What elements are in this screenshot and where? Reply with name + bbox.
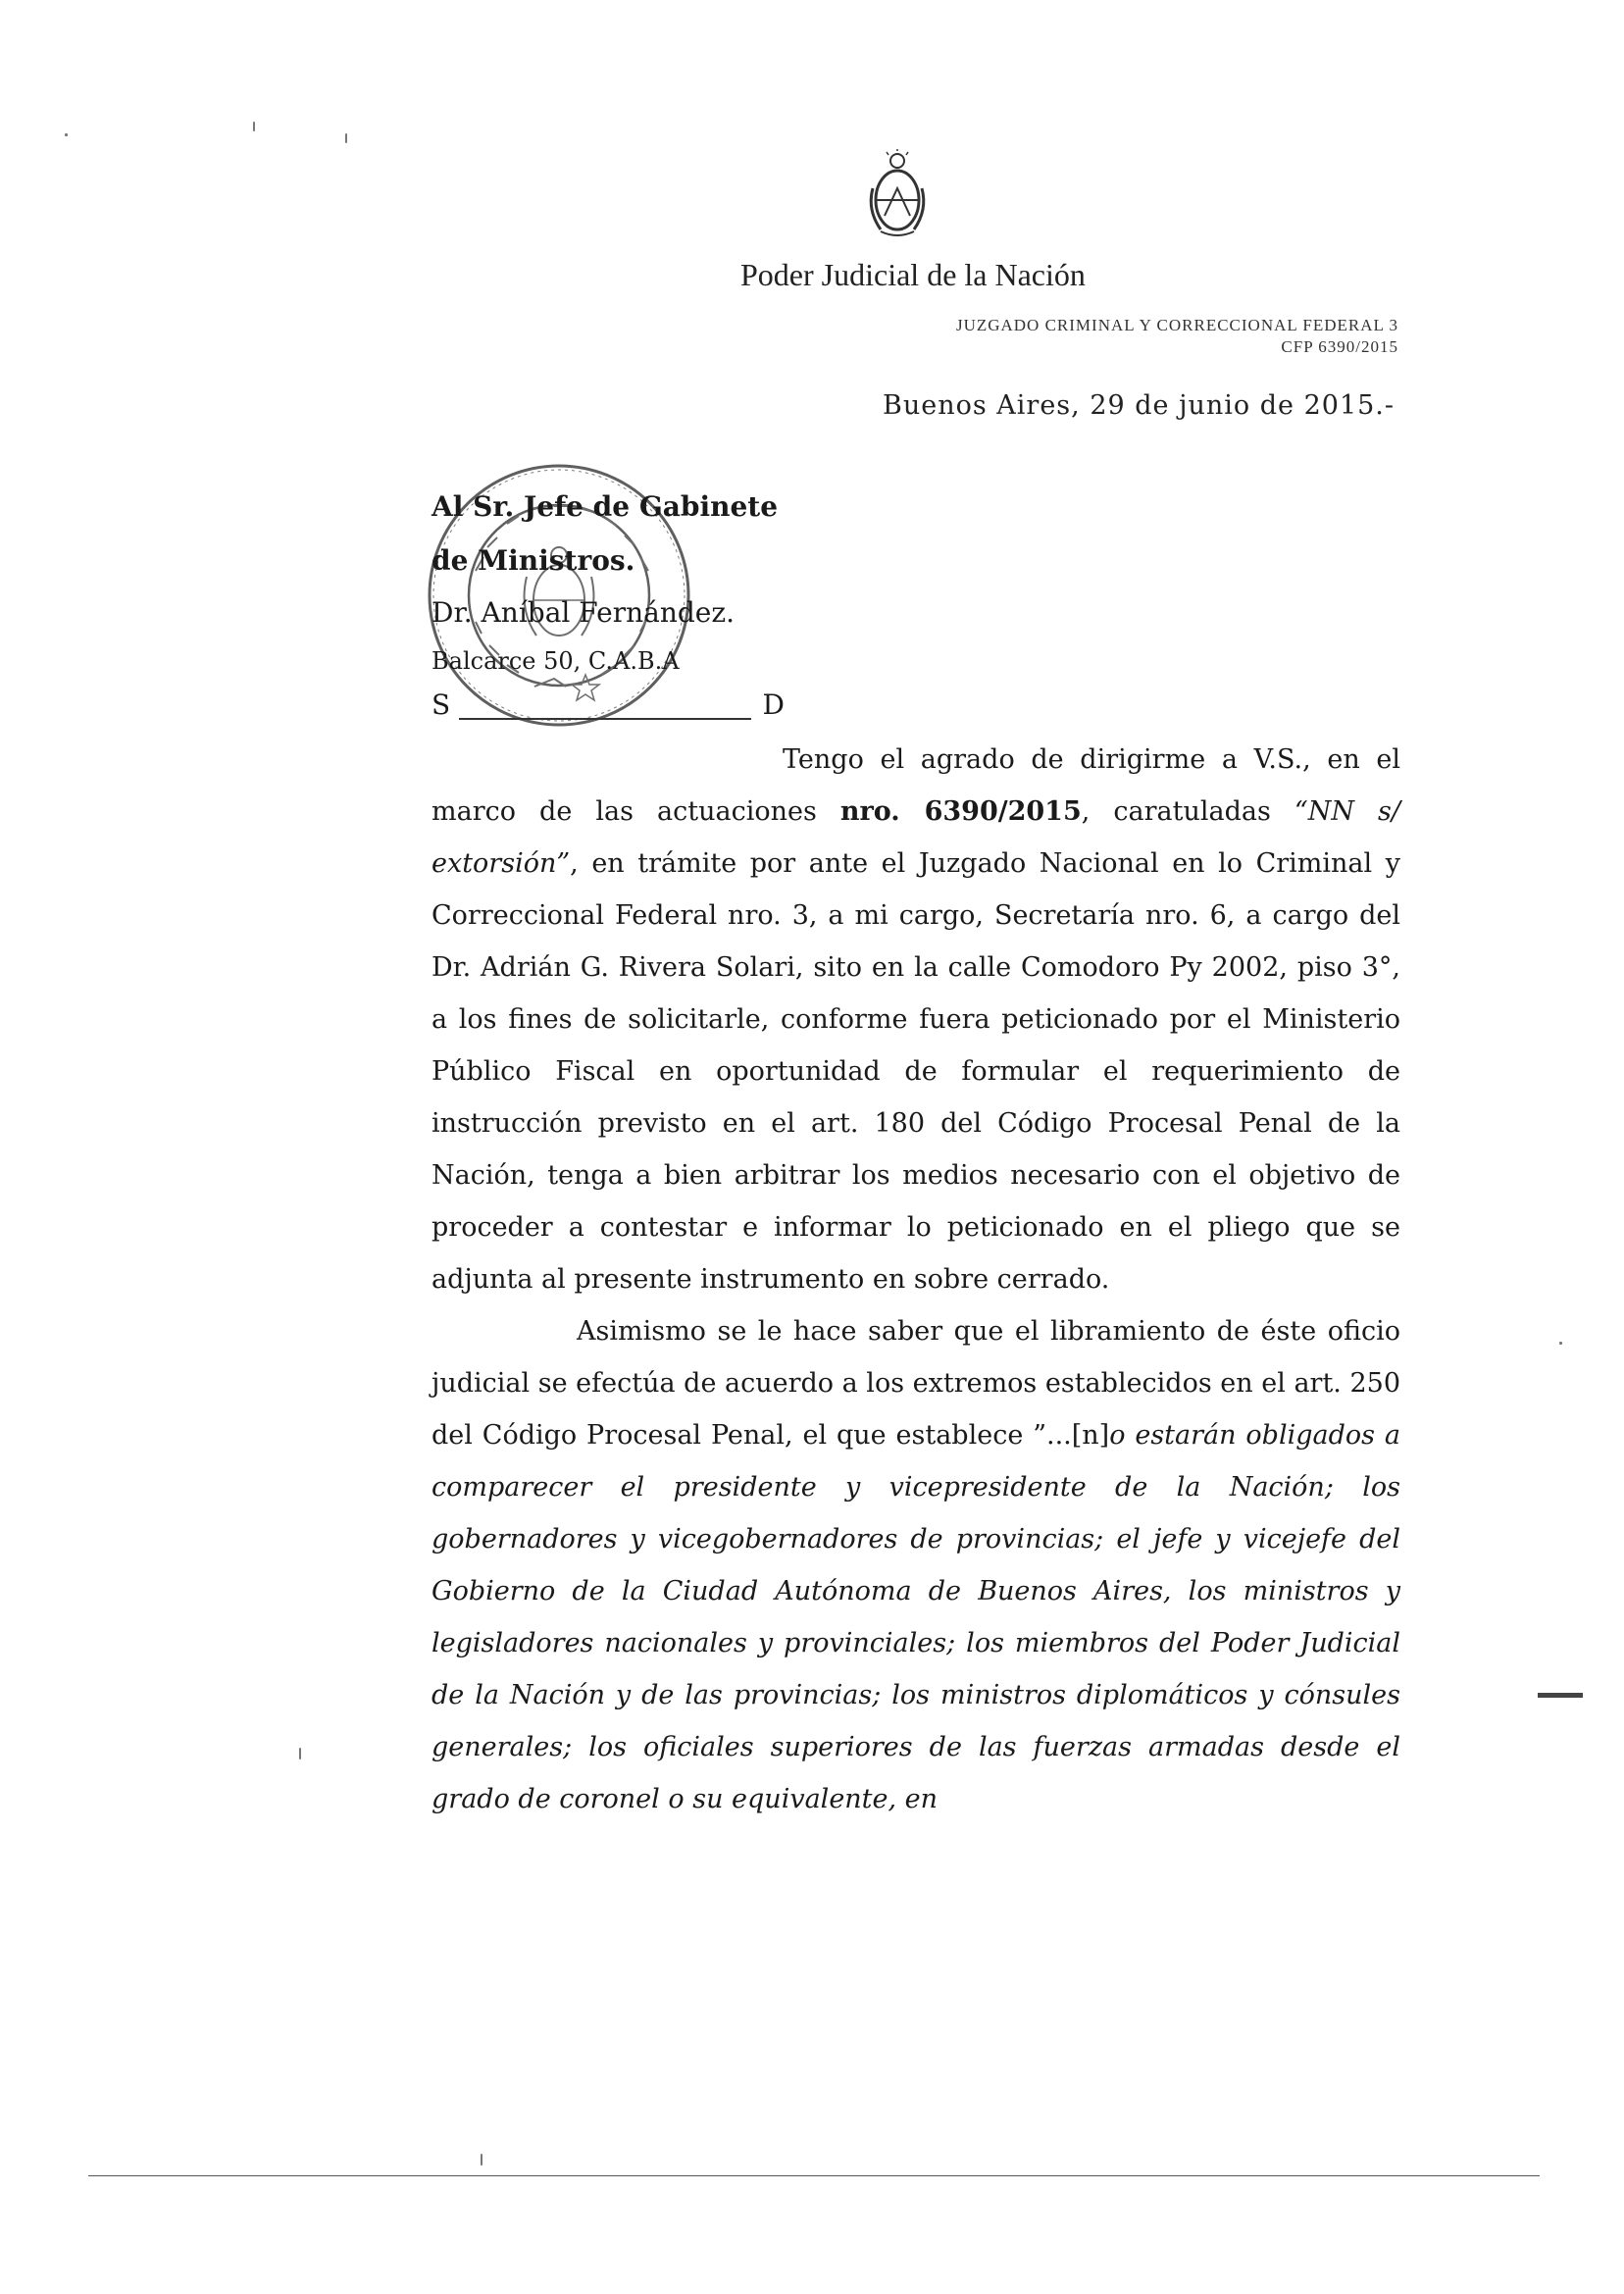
case-reference: CFP 6390/2015 <box>1281 337 1398 356</box>
organization-name: Poder Judicial de la Nación <box>740 257 1086 292</box>
p2-text-a: Asimismo se le hace saber que el libramiento de éste oficio judicial se efectúa de acuerdo a los extremos establecidos en el art. 250 del Código Procesal Penal, el que establece ”...[n] <box>431 1316 1400 1451</box>
s-label: S <box>431 688 451 721</box>
scan-speck <box>253 122 255 131</box>
p1-text-c: , caratuladas <box>1081 796 1294 827</box>
addressee-salutation-line <box>431 688 785 728</box>
court-name: JUZGADO CRIMINAL Y CORRECCIONAL FEDERAL 3 <box>955 316 1398 334</box>
addressee-line-4: Balcarce 50, C.A.B.A <box>431 647 680 675</box>
body-paragraph-1 <box>431 734 1400 1305</box>
date-line: Buenos Aires, 29 de junio de 2015.- <box>883 390 1396 421</box>
scan-edge-mark <box>1538 1693 1583 1698</box>
p1-text-e: , en trámite por ante el Juzgado Nacional en lo Criminal y Correccional Federal nro. 3, a mi cargo, Secretaría nro. 6, a cargo del Dr. Adrián G. Rivera Solari, sito en la calle Comodoro Py 2002, piso 3°, a los fines de solicitarle, conforme fuera peticionado por el Ministerio Público Fiscal en oportunidad de formular el requerimiento de instrucción previsto en el art. 180 del Código Procesal Penal de la Nación, tenga a bien arbitrar los medios necesario con el objetivo de proceder a contestar e informar lo peticionado en el pliego que se adjunta al presente instrumento en sobre cerrado. <box>431 848 1400 1295</box>
addressee-line-3: Dr. Aníbal Fernández. <box>431 596 735 629</box>
p2-quoted-article: o estarán obligados a comparecer el presidente y vicepresidente de la Nación; los gobernadores y vicegobernadores de provincias; el jefe y vicejefe del Gobierno de la Ciudad Autónoma de Buenos Aires, los ministros y legisladores nacionales y provinciales; los miembros del Poder Judicial de la Nación y de las provincias; los ministros diplomáticos y cónsules generales; los oficiales superiores de las fuerzas armadas desde el grado de coronel o su equivalente, en <box>431 1420 1400 1814</box>
p1-case-caption: “NN s/ extorsión” <box>431 796 1400 879</box>
addressee-line-1: Al Sr. Jefe de Gabinete <box>431 490 779 523</box>
scan-speck <box>481 2154 482 2166</box>
p1-text-a: Tengo el agrado de dirigirme a V.S., en el marco de las actuaciones <box>431 744 1400 827</box>
salutation-rule <box>459 718 751 720</box>
body-paragraph-2 <box>431 1305 1400 1825</box>
national-coat-of-arms-icon <box>863 149 932 239</box>
scan-speck <box>345 133 347 143</box>
d-label: D <box>762 688 785 721</box>
scan-speck <box>65 133 68 136</box>
addressee-line-2: de Ministros. <box>431 544 635 577</box>
p1-case-number: nro. 6390/2015 <box>839 796 1082 827</box>
scan-speck <box>299 1748 301 1759</box>
footer-rule <box>88 2175 1540 2176</box>
scan-speck <box>1559 1342 1562 1345</box>
letter-body <box>431 734 1400 1825</box>
